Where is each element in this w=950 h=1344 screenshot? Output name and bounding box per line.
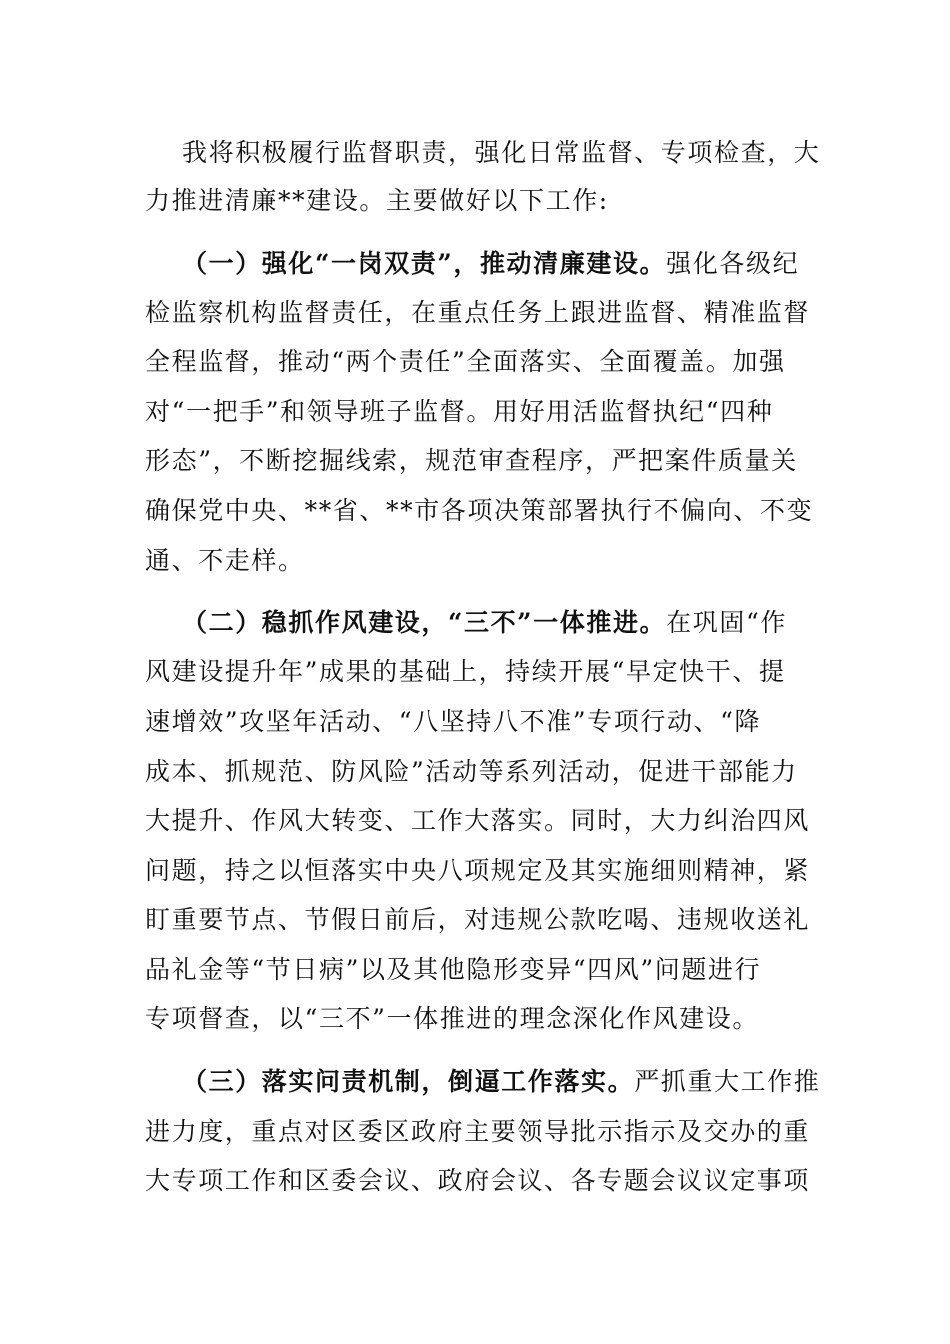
section-3-heading: （三）落实问责机制，倒逼工作落实。 bbox=[182, 1067, 635, 1096]
intro-line-1: 我将积极履行监督职责，强化日常监督、专项检查，大 bbox=[182, 138, 821, 167]
section-2-line-9: 专项督查，以“三不”一体推进的理念深化作风建设。 bbox=[145, 1004, 759, 1033]
section-2-line-4: 成本、抓规范、防风险”活动等系列活动，促进干部能力 bbox=[145, 757, 798, 786]
section-2-line-3: 速增效”攻坚年活动、“八坚持八不准”专项行动、“降 bbox=[145, 707, 762, 736]
section-1-line-3: 全程监督，推动“两个责任”全面落实、全面覆盖。加强 bbox=[145, 347, 786, 376]
section-1-line-2: 检监察机构监督责任，在重点任务上跟进监督、精准监督 bbox=[145, 298, 811, 327]
section-2-line-2: 风建设提升年”成果的基础上，持续开展“早定快干、提 bbox=[145, 657, 786, 686]
section-3-line-3: 大专项工作和区委会议、政府会议、各专题会议议定事项 bbox=[145, 1166, 811, 1195]
section-1-line-4: 对“一把手”和领导班子监督。用好用活监督执纪“四种 bbox=[145, 397, 774, 426]
section-2-heading: （二）稳抓作风建设，“三不”一体推进。 bbox=[182, 608, 667, 637]
section-2-first-line bbox=[182, 603, 805, 643]
section-2-first-line-text: 在巩固“作 bbox=[666, 608, 787, 637]
section-2-line-8: 品礼金等“节日病”以及其他隐形变异“四风”问题进行 bbox=[145, 955, 762, 984]
section-2-line-5: 大提升、作风大转变、工作大落实。同时，大力纠治四风 bbox=[145, 806, 811, 835]
intro-line-2: 力推进清廉**建设。主要做好以下工作: bbox=[145, 186, 609, 215]
section-1-heading: （一）强化“一岗双责”，推动清廉建设。 bbox=[182, 249, 667, 278]
section-3-first-line bbox=[182, 1062, 821, 1102]
section-1-first-line bbox=[182, 244, 805, 284]
section-3-line-2: 进力度，重点对区委区政府主要领导批示指示及交办的重 bbox=[145, 1117, 811, 1146]
section-1-line-6: 确保党中央、**省、**市各项决策部署执行不偏向、不变 bbox=[145, 496, 814, 525]
section-1-first-line-text: 强化各级纪 bbox=[666, 249, 800, 278]
section-2-line-7: 盯重要节点、节假日前后，对违规公款吃喝、违规收送礼 bbox=[145, 905, 811, 934]
section-1-line-5: 形态”，不断挖掘线索，规范审查程序，严把案件质量关 bbox=[145, 446, 798, 475]
section-3-first-line-text: 严抓重大工作推 bbox=[634, 1067, 821, 1096]
section-1-line-7: 通、不走样。 bbox=[145, 546, 305, 575]
section-2-line-6: 问题，持之以恒落实中央八项规定及其实施细则精神，紧 bbox=[145, 856, 811, 885]
